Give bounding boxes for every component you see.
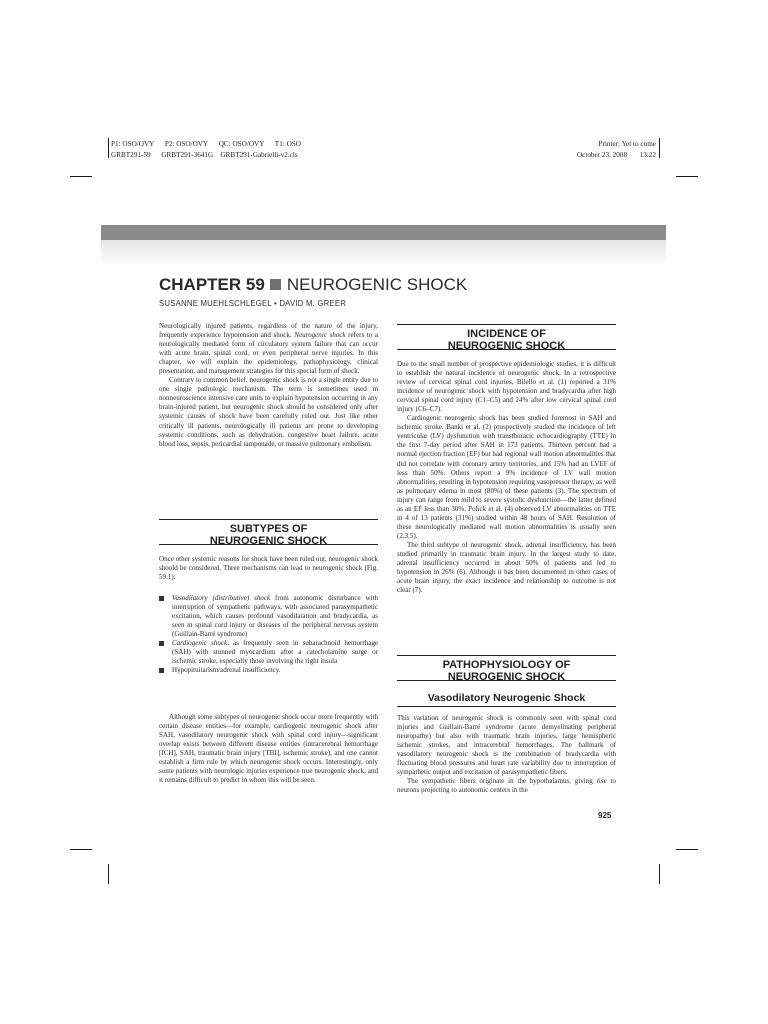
header-band-gradient (101, 240, 666, 266)
crop-mark (676, 176, 698, 177)
crop-mark (659, 864, 660, 884)
page-number: 925 (598, 811, 612, 820)
right-column-incidence (397, 360, 616, 595)
subsection-heading-vasodilatory: Vasodilatory Neurogenic Shock (397, 692, 616, 707)
paragraph: Cardiogenic neurogenic shock has been studied foremost in SAH and ischemic stroke. Banki et al. (2) prospectively studied the incidence of left ventricular (LV) dysfunction with transthoracic echocardiography (TTE) in the first 7-day period after SAH in 173 patients. Thirteen percent had a normal ejection fraction (EF) but had regional wall motion abnormalities that did not correlate with coronary artery territories, and 15% had an LVEF of less than 50%. Others report a 9% incidence of LV wall motion abnormalities, resulting in hypotension requiring vasopressor therapy, as well as pulmonary edema in most (80%) of these patients (3). The spectrum of injury can range from mild to severe systolic dysfunction—the latter defined as an EF less than 30%. Polick et al. (4) observed LV abnormalities on TTE in 4 of 13 patients (31%) studied within 48 hours of SAH. Resolution of these neurologically mediated wall motion abnormalities is usually seen (2,3,5). (397, 414, 616, 540)
section-heading-incidence: INCIDENCE OF NEUROGENIC SHOCK (397, 324, 616, 350)
paragraph: This variation of neurogenic shock is commonly seen with spinal cord injuries and Guillain-Barré syndrome (acute demyelinating peripheral neuropathy) but also with traumatic brain injuries, large hemispheric ischemic strokes, and intracerebral hemorrhages. The hallmark of vasodilatory neurogenic shock is the combination of bradycardia with fluctuating blood pressures and heart rate variability due to interruption of sympathetic output and excitation of parasympathetic fibers. (397, 714, 616, 777)
left-column-overlap (159, 713, 378, 785)
paragraph: The third subtype of neurogenic shock, adrenal insufficiency, has been studied primarily in traumatic brain injury. In the largest study to date, adrenal insufficiency occurred in about 50% of patients and led to hypotension in 26% (6). Although it has been documented in other cases of acute brain injury, the exact incidence and relationship to outcome is not clear (7). (397, 540, 616, 595)
chapter-name: NEUROGENIC SHOCK (286, 275, 468, 294)
list-item: Vasodilatory (distributive) shock from autonomic disturbance with interruption of sympathetic pathways, with associated parasympathetic excitation, which causes profound vasodilatation and bradycardia, as seen in spinal cord injury or diseases of the peripheral nervous system (Guillain-Barré syndrome) (159, 594, 378, 639)
crop-mark (676, 849, 698, 850)
chapter-title (159, 275, 467, 295)
section-heading-pathophysiology: PATHOPHYSIOLOGY OF NEUROGENIC SHOCK (397, 655, 616, 681)
section-heading-subtypes: SUBTYPES OF NEUROGENIC SHOCK (159, 519, 378, 545)
paragraph: Contrary to common belief, neurogenic shock is not a single entity due to one single pathologic mechanism. The term is sometimes used in nonneuroscience intensive care units to explain hypotension occurring in any brain-injured patient, but neurogenic shock should be considered only after systemic causes of shock have been carefully ruled out. Just like other critically ill patients, neurologically ill patients are prone to developing systemic conditions, such as dehydration, congestive heart failure, acute blood loss, sepsis, pericardial tamponade, or massive pulmonary embolism. (159, 376, 378, 448)
list-item: Hypopituitarism/adrenal insufficiency. (159, 666, 378, 675)
print-header-left-1: P1: OSO/OVY P2: OSO/OVY QC: OSO/OVY T1: OSO (111, 140, 301, 148)
crop-mark (70, 176, 92, 177)
square-bullet-icon (159, 641, 164, 646)
paragraph: Neurologically injured patients, regardless of the nature of the injury, frequently experience hypotension and shock. Neurogenic shock refers to a neurologically mediated form of circulatory system failure that can occur with acute brain, spinal cord, or even peripheral nerve injuries. In this chapter, we will explain the epidemiology, pathophysiology, clinical presentation, and management strategies for this special form of shock. (159, 322, 378, 376)
crop-mark (108, 864, 109, 884)
print-header-left-2: GRBT291-59 GRBT291-3641G GRBT291-Gabrielli-v2.cls (111, 151, 298, 159)
bullet-list (159, 594, 378, 675)
crop-mark (659, 138, 660, 158)
left-column-subtypes (159, 555, 378, 582)
print-header-right-1: Printer: Yet to come (598, 140, 656, 148)
square-bullet-icon (270, 279, 281, 290)
paragraph: The sympathetic fibers originate in the hypothalamus, giving rise to neurons projecting to autonomic centers in the (397, 777, 616, 795)
crop-mark (108, 138, 109, 158)
right-column-pathophysiology (397, 714, 616, 795)
square-bullet-icon (159, 668, 164, 673)
chapter-number: CHAPTER 59 (159, 275, 265, 294)
paragraph: Due to the small number of prospective epidemiologic studies, it is difficult to establish the natural incidence of neurogenic shock. In a retrospective review of cervical spinal cord injuries, Bilello et al. (1) reported a 31% incidence of neurogenic shock with hypotension and bradycardia after high cervical spinal cord injury (C1–C5) and 24% after low cervical spinal cord injury (C6–C7). (397, 360, 616, 414)
header-band (101, 225, 666, 240)
square-bullet-icon (159, 596, 164, 601)
paragraph: Although some subtypes of neurogenic shock occur more frequently with certain disease entities—for example, cardiogenic neurogenic shock after SAH, vasodilatory neurogenic shock with spinal cord injury—significant overlap exists between different disease entities (intracerebral hemorrhage [ICH], SAH, traumatic brain injury [TBI], ischemic stroke), and one cannot establish a firm rule by which neurogenic shock occurs. Interestingly, only some patients with neurologic injuries experience true neurogenic shock, and it remains difficult to predict in whom this will be seen. (159, 713, 378, 785)
list-item: Cardiogenic shock, as frequently seen in subarachnoid hemorrhage (SAH) with stunned myocardium after a catecholamine surge or ischemic stroke, especially those involving the right insula (159, 639, 378, 666)
chapter-authors: SUSANNE MUEHLSCHLEGEL • DAVID M. GREER (159, 299, 347, 308)
left-column-intro (159, 322, 378, 449)
print-header-right-2: October 23, 2008 13:22 (576, 151, 656, 159)
crop-mark (70, 849, 92, 850)
paragraph: Once other systemic reasons for shock have been ruled out, neurogenic shock should be considered. Three mechanisms can lead to neurogenic shock (Fig. 59.1): (159, 555, 378, 582)
